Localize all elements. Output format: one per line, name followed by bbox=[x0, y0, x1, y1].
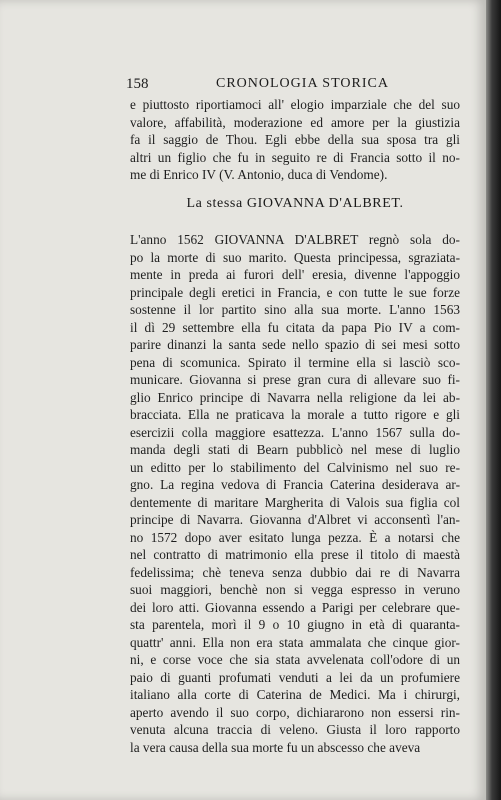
text-line: municare. Giovanna si prese gran cura di allevare suo fi- bbox=[130, 372, 460, 387]
text-line: L'anno 1562 GIOVANNA D'ALBRET regnò sola do- bbox=[130, 232, 460, 247]
text-line: suoi maggiori, benchè non si vegga espresso in veruno bbox=[130, 582, 460, 597]
text-line: valore, affabilità, moderazione ed amore per la giustizia bbox=[130, 114, 460, 130]
page-header bbox=[126, 76, 451, 96]
text-line: sostenne il lor partito sino alla sua morte. L'anno 1563 bbox=[130, 302, 460, 317]
text-line: paio di guanti profumati venduti a lei da un profumiere bbox=[130, 669, 460, 685]
paragraph-giovanna bbox=[130, 231, 460, 756]
text-line: ni, e corse voce che sia stata avvelenata coll'odore di un bbox=[130, 652, 460, 667]
text-line: un editto per lo stabilimento del Calvinismo nel suo re- bbox=[130, 459, 460, 475]
text-line: fedelissima; chè teneva senza dubbio dai re di Navarra bbox=[130, 564, 460, 580]
text-line: la vera causa della sua morte fu un abscesso che aveva bbox=[130, 739, 421, 755]
text-line: po la morte di suo marito. Questa principessa, sgraziata- bbox=[130, 249, 460, 265]
text-line: nel contratto di matrimonio ella prese il titolo di maestà bbox=[130, 547, 460, 562]
text-line: esercizii colla maggiore esattezza. L'anno 1567 sulla do- bbox=[130, 424, 460, 440]
page-number: 158 bbox=[126, 76, 149, 92]
text-line: principale degli eretici in Francia, e con tutte le sue forze bbox=[130, 284, 460, 300]
paragraph-continuation bbox=[130, 96, 460, 184]
text-line: e piuttosto riportiamoci all' elogio imparziale che del suo bbox=[130, 97, 460, 112]
text-line: no 1572 dopo aver esitato lunga pezza. È a notarsi che bbox=[130, 529, 460, 545]
text-line: bracciata. Ella ne praticava la morale a tutto rigore e gli bbox=[130, 407, 460, 422]
text-line: glio Enrico principe di Navarra nella religione da lei ab- bbox=[130, 389, 460, 405]
text-line: fa il saggio de Thou. Egli ebbe della sua sposa tra gli bbox=[130, 132, 460, 147]
text-line: aperto avendo il suo corpo, dichiararono non essersi rin- bbox=[130, 704, 460, 720]
text-line: italiano alla corte di Caterina de Medici. Ma i chirurgi, bbox=[130, 687, 460, 702]
section-title: La stessa GIOVANNA D'ALBRET. bbox=[186, 196, 404, 211]
running-head: CRONOLOGIA STORICA bbox=[216, 76, 389, 91]
text-line: manda degli stati di Bearn pubblicò nel mese di luglio bbox=[130, 442, 460, 457]
text-line: il dì 29 settembre ella fu citata da papa Pio IV a com- bbox=[130, 319, 460, 335]
text-line: pena di scomunica. Spirato il termine ella si lasciò sco- bbox=[130, 354, 460, 370]
text-line: me di Enrico IV (V. Antonio, duca di Vendome). bbox=[130, 167, 388, 182]
text-line: sta parentela, morì il 9 o 10 giugno in età di quaranta- bbox=[130, 617, 460, 632]
book-gutter-edge bbox=[486, 0, 501, 800]
text-line: principe di Navarra. Giovanna d'Albret vi acconsentì l'an- bbox=[130, 512, 460, 527]
text-line: mente in preda ai furori dell' eresia, divenne l'appoggio bbox=[130, 267, 460, 282]
text-line: quattr' anni. Ella non era stata ammalata che cinque gior- bbox=[130, 634, 460, 650]
text-line: dentemente di maritare Margherita di Valois sua figlia col bbox=[130, 494, 460, 510]
text-line: dei loro atti. Giovanna essendo a Parigi per celebrare que- bbox=[130, 599, 460, 615]
text-line: altri un figlio che fu in seguito re di Francia sotto il no- bbox=[130, 149, 460, 165]
text-line: parire dinanzi la santa sede nello spazio di sei mesi sotto bbox=[130, 337, 460, 352]
text-line: gno. La regina vedova di Francia Caterina desiderava ar- bbox=[130, 477, 460, 492]
text-line: venuta alcuna traccia di veleno. Giusta il loro rapporto bbox=[130, 722, 460, 737]
